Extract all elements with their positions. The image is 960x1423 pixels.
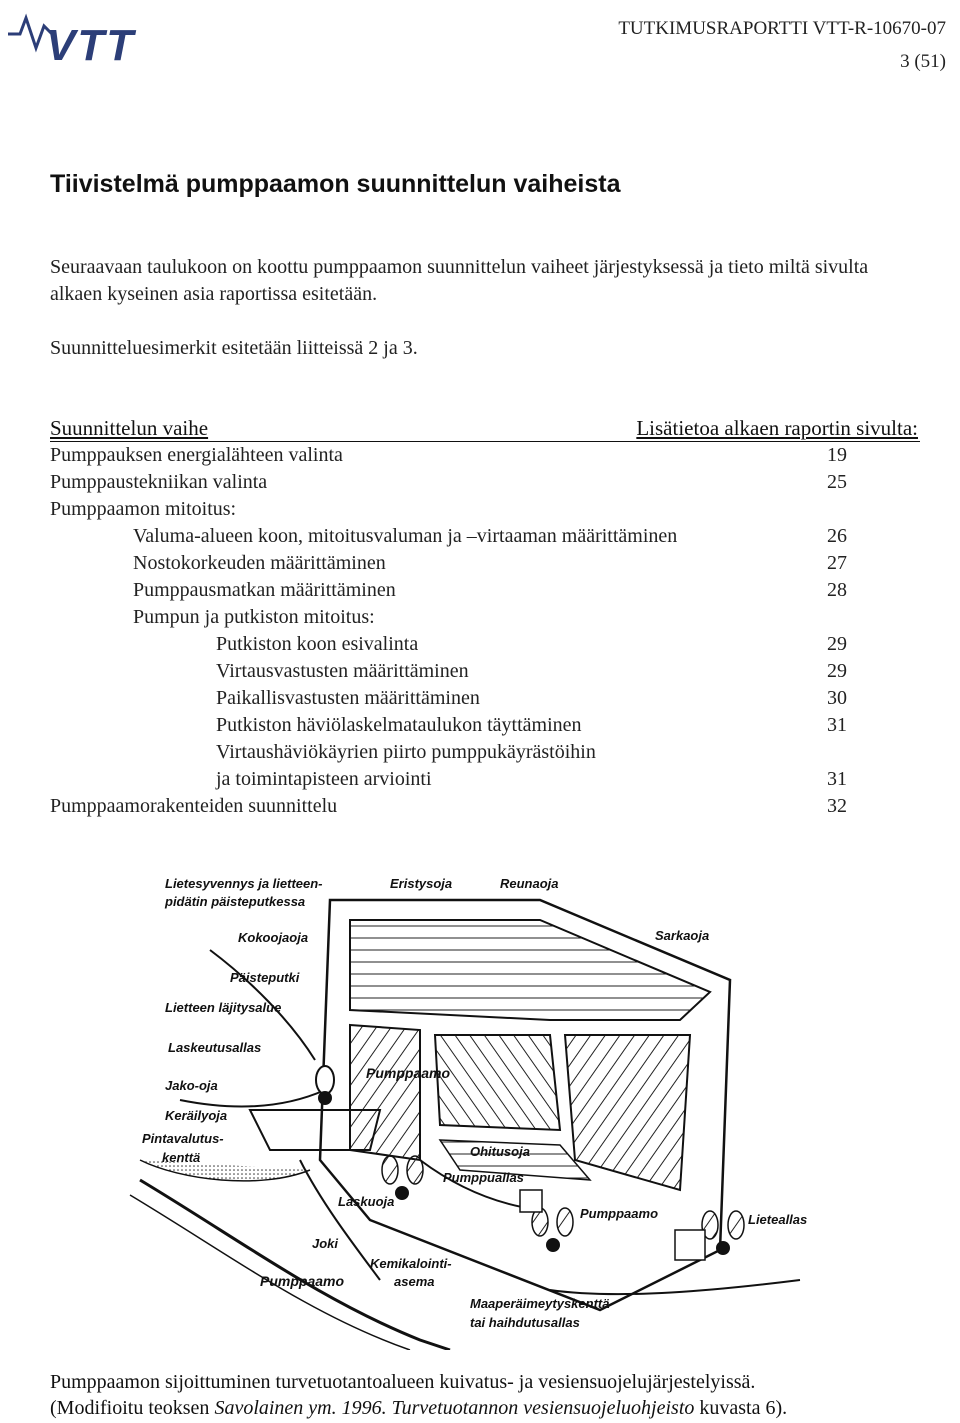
toc-row-label: Virtaushäviökäyrien piirto pumppukäyrästöihin: [216, 741, 596, 763]
report-reference: TUTKIMUSRAPORTTI VTT-R-10670-07: [618, 18, 946, 39]
label-pumppuallas: Pumppuallas: [443, 1170, 524, 1185]
toc-col-page: Lisätietoa alkaen raportin sivulta:: [636, 416, 918, 440]
toc-row-label: Virtausvastusten määrittäminen: [216, 660, 469, 682]
label-maapera-2: tai haihdutusallas: [470, 1315, 580, 1330]
label-pumppaamo-mid: Pumppaamo: [580, 1206, 659, 1221]
label-lietesyvennys-1: Lietesyvennys ja lietteen-: [165, 876, 323, 891]
caption-text-c: kuvasta 6).: [694, 1397, 788, 1419]
pump-station-right: [702, 1211, 744, 1255]
pump-station-low: [532, 1208, 573, 1252]
toc-row: [50, 496, 920, 523]
label-pumppaamo-low: Pumppaamo: [260, 1273, 345, 1289]
toc-row-page: 26: [827, 525, 847, 547]
toc-row-label: Pumppaustekniikan valinta: [50, 471, 268, 493]
label-paisteputki: Päisteputki: [230, 970, 300, 985]
label-kemikalointi-2: asema: [394, 1274, 435, 1289]
examples-paragraph: Suunnitteluesimerkit esitetään liitteissä 2 ja 3.: [50, 337, 418, 359]
discharge-ditch: [300, 1160, 380, 1280]
production-field-left: [350, 1025, 420, 1160]
toc-row-label: Pumppauksen energialähteen valinta: [50, 444, 343, 466]
caption-source-title: Savolainen ym. 1996. Turvetuotannon vesiensuojeluohjeisto: [214, 1397, 695, 1419]
toc-row-label: Paikallisvastusten määrittäminen: [216, 687, 480, 709]
chemical-station: [675, 1230, 705, 1260]
drainage-schematic-figure: [120, 860, 810, 1350]
label-joki: Joki: [312, 1236, 339, 1251]
label-ohitusoja: Ohitusoja: [470, 1144, 530, 1159]
toc-row-page: 31: [827, 714, 847, 736]
pump-basin: [520, 1190, 542, 1212]
label-lieteallas: Lieteallas: [748, 1212, 808, 1227]
label-maapera-1: Maaperäimeytyskenttä: [470, 1296, 610, 1311]
toc-row-page: 28: [827, 579, 847, 601]
production-field-right: [565, 1035, 690, 1190]
toc-header: [50, 416, 920, 442]
page-number: 3 (51): [900, 51, 946, 72]
vtt-logo: [6, 4, 162, 66]
label-laskeutusallas: Laskeutusallas: [168, 1040, 262, 1055]
intro-paragraph: Seuraavaan taulukoon on koottu pumppaamon suunnittelun vaiheet järjestyksessä ja tieto miltä sivulta alkaen kyseinen asia raportissa esitetään.: [50, 256, 869, 305]
figure-caption: [50, 1369, 940, 1421]
toc-row-label: Pumppaamorakenteiden suunnittelu: [50, 795, 338, 817]
toc-row-page: 29: [827, 660, 847, 682]
toc-row: [50, 712, 920, 739]
toc-row-label: Nostokorkeuden määrittäminen: [133, 552, 386, 574]
label-sarkaoja: Sarkaoja: [655, 928, 710, 943]
caption-line-2: [50, 1395, 940, 1421]
production-field-center: [435, 1035, 560, 1130]
toc-row: [50, 550, 920, 577]
label-keraily-oja: Keräilyoja: [165, 1108, 228, 1123]
caption-line-1: Pumppaamon sijoittuminen turvetuotantoalueen kuivatus- ja vesiensuojelujärjestelyissä.: [50, 1371, 756, 1393]
label-eristysoja: Eristysoja: [390, 876, 453, 891]
toc-row: [50, 469, 920, 496]
toc-row: [50, 442, 920, 469]
toc-row: [50, 766, 920, 793]
label-reunaoja: Reunaoja: [500, 876, 559, 891]
toc-row: [50, 739, 920, 766]
toc-row-page: 31: [827, 768, 847, 790]
toc-row-label: Putkiston koon esivalinta: [216, 633, 419, 655]
toc-row-page: 19: [827, 444, 847, 466]
toc-row-page: 30: [827, 687, 847, 709]
label-lietteen-lajitysalue: Lietteen läjitysalue: [165, 1000, 282, 1015]
toc-row-page: 32: [827, 795, 847, 817]
toc-row: [50, 631, 920, 658]
toc-row-label: Pumppaamon mitoitus:: [50, 498, 237, 520]
toc-row-page: 29: [827, 633, 847, 655]
label-pintavalutus-2: kenttä: [162, 1150, 201, 1165]
toc-row: [50, 658, 920, 685]
toc-col-phase: Suunnittelun vaihe: [50, 416, 209, 440]
toc-row: [50, 523, 920, 550]
label-pintavalutus-1: Pintavalutus-: [142, 1131, 224, 1146]
toc-row-page: 27: [827, 552, 847, 574]
toc-row-label: ja toimintapisteen arviointi: [216, 768, 432, 790]
toc-row-page: 25: [827, 471, 847, 493]
toc-row: [50, 577, 920, 604]
toc-row-label: Pumppausmatkan määrittäminen: [133, 579, 396, 601]
toc-row: [50, 793, 920, 820]
label-jako-oja: Jako-oja: [165, 1078, 218, 1093]
toc-row-label: Putkiston häviölaskelmataulukon täyttäminen: [216, 714, 582, 736]
label-laskuoja: Laskuoja: [338, 1194, 395, 1209]
toc-list: [50, 442, 920, 820]
label-kokoojaoja: Kokoojaoja: [238, 930, 309, 945]
toc-row-label: Valuma-alueen koon, mitoitusvaluman ja –virtaaman määrittäminen: [133, 525, 678, 547]
toc-row: [50, 685, 920, 712]
caption-text-a: (Modifioitu teoksen: [50, 1397, 215, 1419]
label-lietesyvennys-2: pidätin päisteputkessa: [165, 894, 306, 909]
toc-row-label: Pumpun ja putkiston mitoitus:: [133, 606, 375, 628]
label-pumppaamo-top: Pumppaamo: [366, 1065, 451, 1081]
label-kemikalointi-1: Kemikalointi-: [370, 1256, 452, 1271]
page-title: Tiivistelmä pumppaamon suunnittelun vaiheista: [50, 170, 621, 198]
toc-row: [50, 604, 920, 631]
logo-text: VTT: [46, 21, 136, 66]
infiltration-field: [550, 1280, 800, 1294]
pump-station-top: [316, 1066, 334, 1105]
